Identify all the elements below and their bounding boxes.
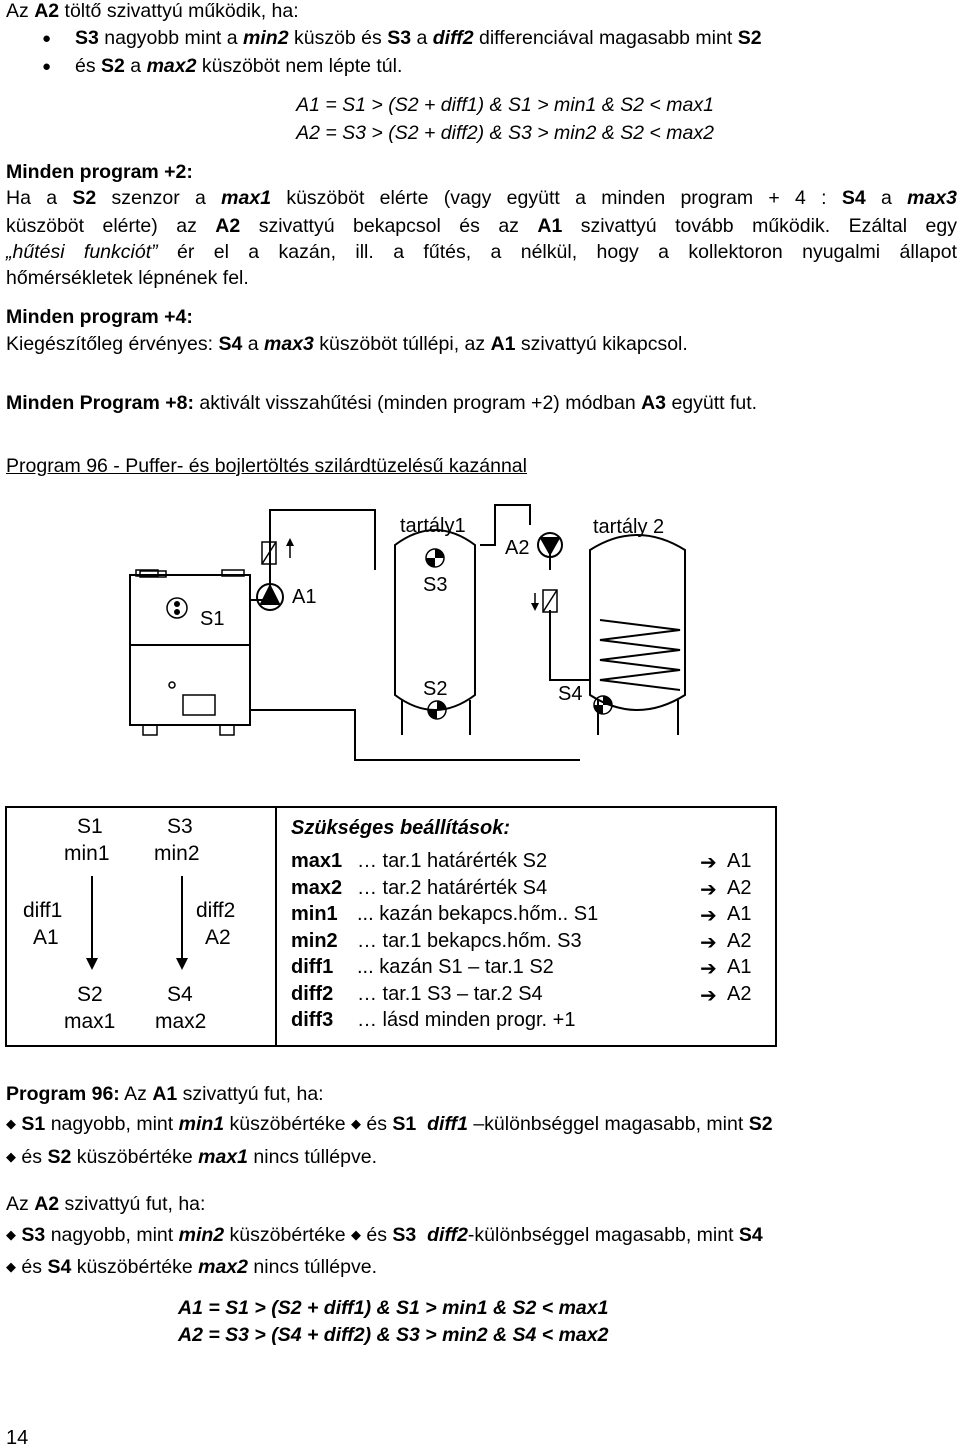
page-number: 14 bbox=[6, 1427, 29, 1449]
p96-formula2: A2 = S3 > (S4 + diff2) & S3 > min2 & S4 < max2 bbox=[178, 1324, 609, 1346]
settings-row-desc: … tar.2 határérték S4 bbox=[357, 876, 548, 899]
boiler-door bbox=[183, 695, 215, 715]
prog8-line1: Minden Program +8: aktivált visszahűtési (minden program +2) módban A3 együtt fut. bbox=[6, 392, 758, 414]
settings-s3: S3 bbox=[167, 815, 193, 838]
settings-row-key: diff3 bbox=[291, 1009, 334, 1031]
settings-max1: max1 bbox=[64, 1010, 116, 1033]
settings-s2: S2 bbox=[77, 983, 103, 1006]
bullet-dot: ● bbox=[42, 30, 52, 47]
settings-a2: A2 bbox=[205, 926, 231, 949]
boiler-body bbox=[130, 575, 250, 725]
arrow-right-icon: ➔ bbox=[700, 852, 717, 874]
tank2-coil bbox=[600, 620, 680, 690]
settings-row-desc: … tar.1 bekapcs.hőm. S3 bbox=[357, 929, 582, 952]
a2-condition-line2: és S2 a max2 küszöböt nem lépte túl. bbox=[75, 55, 403, 77]
bullet-dot: ● bbox=[42, 58, 52, 75]
label-s1: S1 bbox=[200, 608, 225, 630]
program96-title: Program 96 - Puffer- és bojlertöltés szilárdtüzelésű kazánnal bbox=[6, 455, 527, 477]
settings-row-key: diff2 bbox=[291, 982, 334, 1005]
a2-condition-title: Az A2 töltő szivattyú működik, ha: bbox=[6, 0, 299, 22]
label-s2: S2 bbox=[423, 678, 448, 700]
hydraulic-diagram bbox=[0, 490, 960, 790]
p96-a1-line1: ◆ S1 nagyobb, mint min1 küszöbértéke ◆ és S1 diff1 –különbséggel magasabb, mint S2 bbox=[6, 1113, 773, 1135]
p96-a1-line2: ◆ és S2 küszöbértéke max1 nincs túllépve. bbox=[6, 1146, 377, 1168]
settings-row-key: max2 bbox=[291, 876, 343, 899]
formula-a2-top: A2 = S3 > (S2 + diff2) & S3 > min2 & S2 < max2 bbox=[296, 122, 714, 144]
label-a1: A1 bbox=[292, 586, 317, 608]
settings-max2: max2 bbox=[155, 1010, 207, 1033]
label-s4: S4 bbox=[558, 683, 583, 705]
diamond-bullet: ◆ bbox=[6, 1116, 16, 1131]
settings-row-desc: … lásd minden progr. +1 bbox=[357, 1009, 576, 1031]
prog2-line4: hőmérsékletek lépnének fel. bbox=[6, 267, 249, 289]
settings-min2: min2 bbox=[154, 842, 200, 865]
diamond-bullet: ◆ bbox=[350, 1227, 361, 1242]
prog2-heading: Minden program +2: bbox=[6, 161, 193, 183]
prog2-line3: „hűtési funkciót” ér el a kazán, ill. a fűtés, a nélkül, hogy a kollektoron nyugalmi állapot bbox=[6, 241, 957, 263]
diamond-bullet: ◆ bbox=[350, 1116, 361, 1131]
label-tank1: tartály1 bbox=[400, 515, 466, 537]
label-tank2: tartály 2 bbox=[593, 516, 665, 538]
settings-row-key: min1 bbox=[291, 903, 338, 925]
prog2-line2: küszöböt elérte) az A2 szivattyú bekapcsol és az A1 szivattyú tovább működik. Ezáltal egy bbox=[6, 215, 957, 237]
label-s3: S3 bbox=[423, 574, 448, 596]
settings-arrows bbox=[5, 808, 275, 1038]
p96-a2-line1: ◆ S3 nagyobb, mint min2 küszöbértéke ◆ és S3 diff2-különbséggel magasabb, mint S4 bbox=[6, 1224, 763, 1246]
settings-row-desc: … tar.1 határérték S2 bbox=[357, 850, 548, 872]
diamond-bullet: ◆ bbox=[6, 1149, 16, 1164]
settings-row-output: A1 bbox=[727, 956, 752, 978]
settings-row-key: diff1 bbox=[291, 956, 334, 978]
settings-diff1: diff1 bbox=[23, 899, 63, 922]
p96-a1-title: Program 96: Az A1 szivattyú fut, ha: bbox=[6, 1083, 324, 1105]
diamond-bullet: ◆ bbox=[6, 1227, 16, 1242]
settings-row-key: max1 bbox=[291, 850, 343, 872]
settings-row-output: A2 bbox=[727, 982, 752, 1005]
settings-row-output: A2 bbox=[727, 876, 752, 899]
settings-divider bbox=[275, 806, 277, 1046]
arrow-right-icon: ➔ bbox=[700, 931, 717, 954]
settings-row-desc: … tar.1 S3 – tar.2 S4 bbox=[357, 982, 543, 1005]
settings-diff2: diff2 bbox=[196, 899, 236, 922]
diamond-bullet: ◆ bbox=[6, 1259, 16, 1274]
p96-a2-line2: ◆ és S4 küszöbértéke max2 nincs túllépve. bbox=[6, 1256, 377, 1278]
a2-condition-line1: S3 nagyobb mint a min2 küszöb és S3 a diff2 differenciával magasabb mint S2 bbox=[75, 27, 762, 49]
prog2-line1: Ha a S2 szenzor a max1 küszöböt elérte (vagy együtt a minden program + 4 : S4 a max3 bbox=[6, 187, 957, 209]
label-a2: A2 bbox=[505, 537, 530, 559]
prog4-line1: Kiegészítőleg érvényes: S4 a max3 küszöböt túllépi, az A1 szivattyú kikapcsol. bbox=[6, 333, 688, 355]
settings-title: Szükséges beállítások: bbox=[291, 817, 510, 839]
formula-a1-top: A1 = S1 > (S2 + diff1) & S1 > min1 & S2 < max1 bbox=[296, 94, 714, 116]
settings-row-desc: ... kazán S1 – tar.1 S2 bbox=[357, 956, 554, 978]
settings-row-key: min2 bbox=[291, 929, 338, 952]
settings-s4: S4 bbox=[167, 983, 193, 1006]
arrow-right-icon: ➔ bbox=[700, 958, 717, 980]
prog4-heading: Minden program +4: bbox=[6, 306, 193, 328]
p96-formula1: A1 = S1 > (S2 + diff1) & S1 > min1 & S2 < max1 bbox=[178, 1297, 609, 1319]
p96-a2-title: Az A2 szivattyú fut, ha: bbox=[6, 1193, 206, 1215]
settings-row-desc: ... kazán bekapcs.hőm.. S1 bbox=[357, 903, 599, 925]
arrow-right-icon: ➔ bbox=[700, 878, 717, 901]
settings-row-output: A1 bbox=[727, 850, 752, 872]
arrow-right-icon: ➔ bbox=[700, 984, 717, 1007]
arrow-right-icon: ➔ bbox=[700, 905, 717, 927]
settings-row-output: A2 bbox=[727, 929, 752, 952]
settings-s1: S1 bbox=[77, 815, 103, 838]
settings-min1: min1 bbox=[64, 842, 110, 865]
settings-a1: A1 bbox=[33, 926, 59, 949]
settings-row-output: A1 bbox=[727, 903, 752, 925]
